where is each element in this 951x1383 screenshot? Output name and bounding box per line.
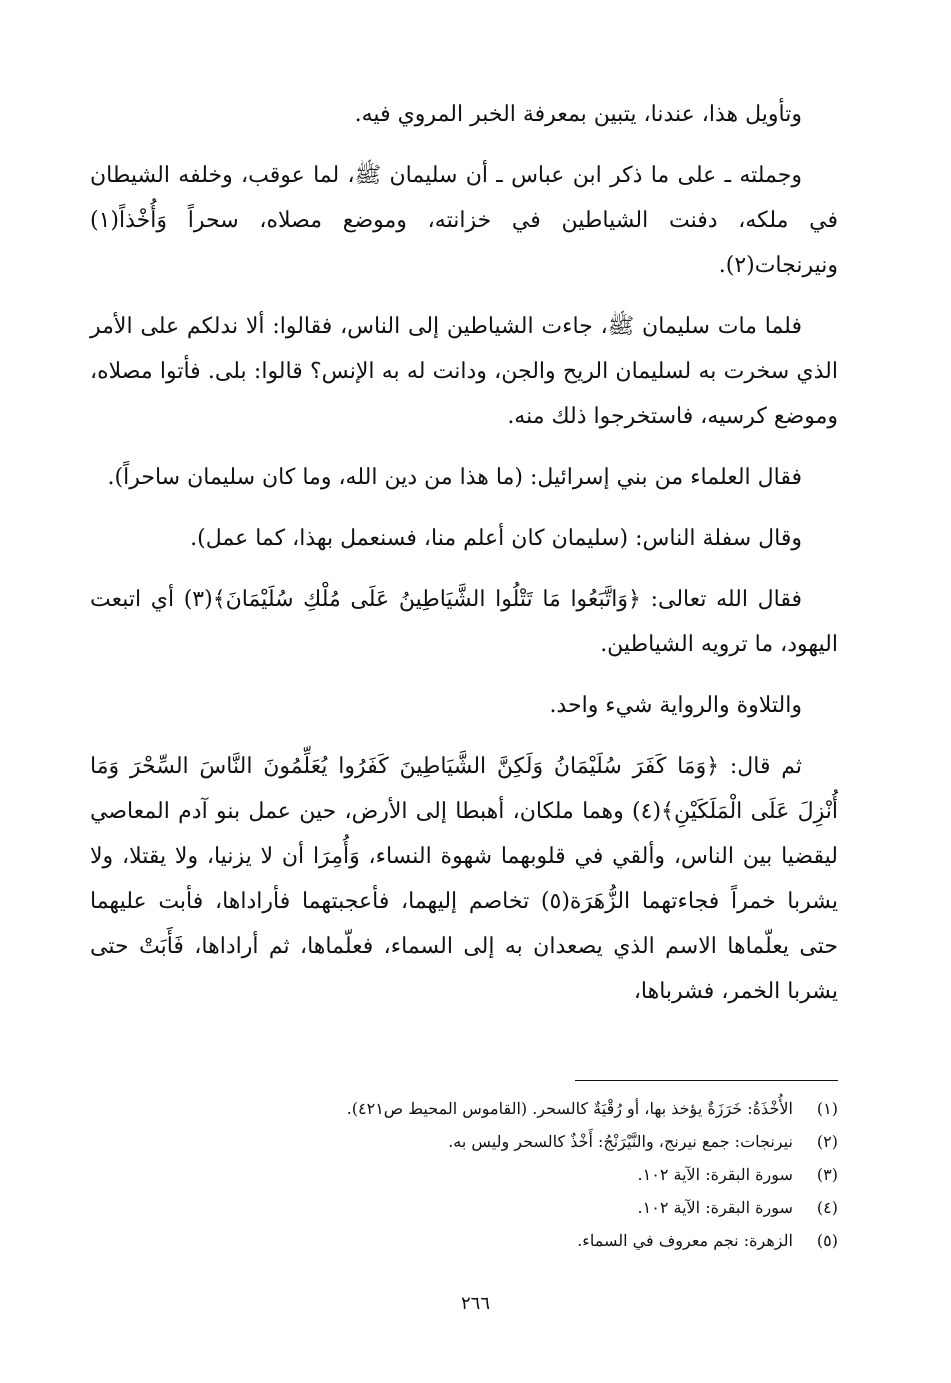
footnote-5 — [90, 1224, 838, 1257]
footnote-number: (٢) — [816, 1132, 838, 1151]
main-text — [90, 92, 838, 1030]
paragraph-6: فقال الله تعالى: ﴿وَاتَّبَعُوا مَا تَتْلُوا الشَّيَاطِينُ عَلَى مُلْكِ سُلَيْمَانَ﴾(٣) أي اتبعت اليهود، ما ترويه الشياطين. — [90, 587, 838, 657]
page-number: ٢٦٦ — [460, 1293, 490, 1314]
footnote-text: نيرنجات: جمع نيرنج، والنَّيْرَنْجُ: أَخْذٌ كالسحر وليس به. — [448, 1132, 793, 1151]
footnote-text: الأُخْذَةُ: خَرَزَةٌ يؤخذ بها، أو رُقْيَةٌ كالسحر. (القاموس المحيط ص٤٢١). — [346, 1099, 793, 1118]
paragraph-2: وجملته ـ على ما ذكر ابن عباس ـ أن سليمان ﷺ، لما عوقب، وخلفه الشيطان في ملكه، دفنت الشياطين في خزانته، وموضع مصلاه، سحراً وَأُخْذاً(١) ونيرنجات(٢). — [90, 163, 838, 278]
footnote-2 — [90, 1125, 838, 1158]
footnote-number: (٣) — [816, 1165, 838, 1184]
paragraph-7: والتلاوة والرواية شيء واحد. — [549, 693, 802, 718]
footnote-3 — [90, 1158, 838, 1191]
paragraph-1: وتأويل هذا، عندنا، يتبين بمعرفة الخبر المروي فيه. — [354, 102, 802, 127]
paragraph-4: فقال العلماء من بني إسرائيل: (ما هذا من دين الله، وما كان سليمان ساحراً). — [107, 465, 802, 490]
footnote-number: (٤) — [816, 1198, 838, 1217]
footnote-text: الزهرة: نجم معروف في السماء. — [577, 1231, 793, 1250]
footnote-text: سورة البقرة: الآية ١٠٢. — [637, 1198, 793, 1217]
footnote-text: سورة البقرة: الآية ١٠٢. — [637, 1165, 793, 1184]
footnote-4 — [90, 1191, 838, 1224]
paragraph-8: ثم قال: ﴿وَمَا كَفَرَ سُلَيْمَانُ وَلَكِنَّ الشَّيَاطِينَ كَفَرُوا يُعَلِّمُونَ النَّاسَ السِّحْرَ وَمَا أُنْزِلَ عَلَى الْمَلَكَيْنِ﴾(٤) وهما ملكان، أهبطا إلى الأرض، حين عمل بنو آدم المعاصي ليقضيا بين الناس، وألقي في قلوبهما شهوة النساء، وَأُمِرَا أن لا يزنيا، ولا يقتلا، ولا يشربا خمراً فجاءتهما الزُّهَرَة(٥) تخاصم إليهما، فأعجبتهما فأراداها، فأبت عليهما حتى يعلّماها الاسم الذي يصعدان به إلى السماء، فعلّماها، ثم أراداها، فَأَبَتْ حتى يشربا الخمر، فشرباها، — [90, 754, 838, 1004]
footnote-divider — [575, 1080, 838, 1081]
footnote-number: (١) — [816, 1099, 838, 1118]
footnotes — [90, 1092, 838, 1257]
footnote-1 — [90, 1092, 838, 1125]
footnote-number: (٥) — [816, 1231, 838, 1250]
paragraph-5: وقال سفلة الناس: (سليمان كان أعلم منا، فسنعمل بهذا، كما عمل). — [190, 526, 802, 551]
paragraph-3: فلما مات سليمان ﷺ، جاءت الشياطين إلى الناس، فقالوا: ألا ندلكم على الأمر الذي سخرت به لسليمان الريح والجن، ودانت له به الإنس؟ قالوا: بلى. فأتوا مصلاه، وموضع كرسيه، فاستخرجوا ذلك منه. — [90, 314, 838, 429]
